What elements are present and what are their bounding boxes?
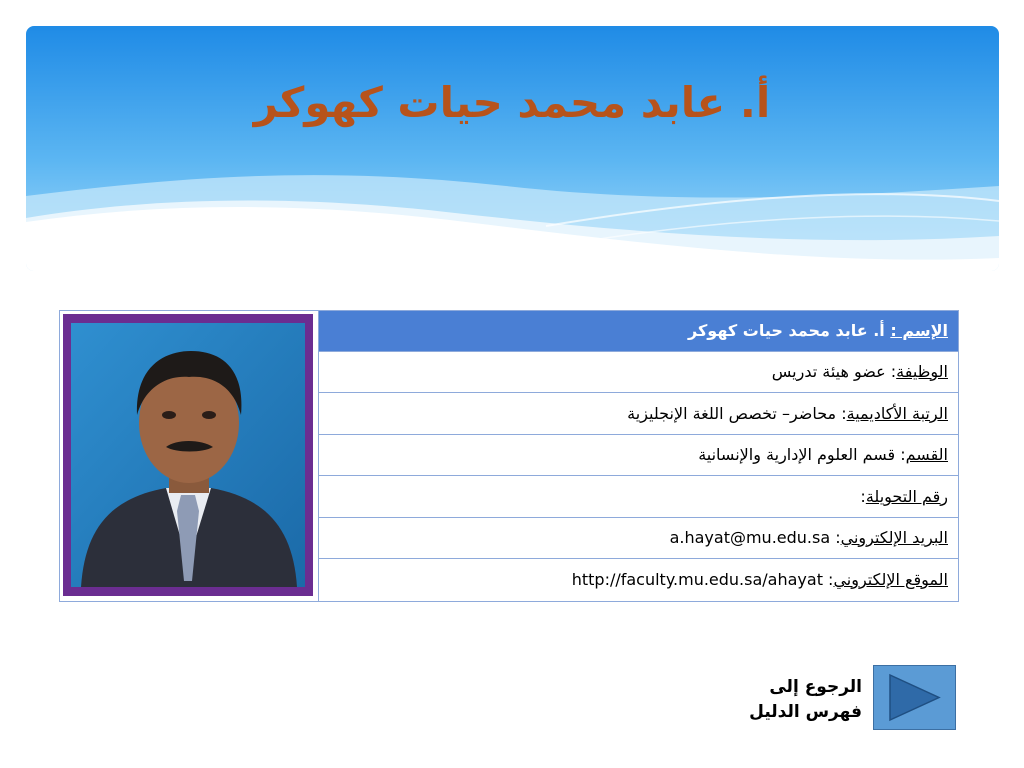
website-label: الموقع الإلكتروني: [833, 570, 948, 589]
rank-value: : محاضر– تخصص اللغة الإنجليزية: [627, 404, 847, 423]
back-to-index-button[interactable]: [873, 665, 956, 730]
header-banner: [26, 26, 999, 271]
job-value: : عضو هيئة تدريس: [771, 362, 897, 381]
profile-card: [59, 310, 959, 602]
profile-photo: [71, 323, 305, 587]
back-label-line2: فهرس الدليل: [749, 702, 862, 722]
wave-background: [26, 26, 999, 271]
email-label: البريد الإلكتروني: [840, 528, 948, 547]
name-label: الإسم :: [890, 321, 948, 340]
back-label-line1: الرجوع إلى: [769, 677, 862, 697]
department-label: القسم: [905, 445, 948, 464]
email-row: [319, 518, 958, 559]
website-value[interactable]: : http://faculty.mu.edu.sa/ahayat: [571, 570, 834, 589]
photo-frame: [63, 314, 313, 596]
job-row: [319, 352, 958, 393]
extension-row: [319, 477, 958, 518]
email-value[interactable]: : a.hayat@mu.edu.sa: [669, 528, 841, 547]
department-row: [319, 435, 958, 476]
name-value: أ. عابد محمد حيات كهوكر: [688, 321, 891, 340]
website-row: [319, 560, 958, 601]
extension-value: :: [860, 487, 866, 506]
rank-label: الرتبة الأكاديمية: [846, 404, 948, 423]
job-label: الوظيفة: [896, 362, 948, 381]
rank-row: [319, 394, 958, 435]
page-title: أ. عابد محمد حيات كهوكر: [253, 78, 771, 127]
department-value: : قسم العلوم الإدارية والإنسانية: [698, 445, 906, 464]
photo-cell: [60, 311, 319, 601]
back-to-index-label[interactable]: [740, 675, 862, 725]
name-row: [319, 311, 958, 352]
profile-details: [319, 311, 958, 601]
extension-label: رقم التحويلة: [865, 487, 948, 506]
